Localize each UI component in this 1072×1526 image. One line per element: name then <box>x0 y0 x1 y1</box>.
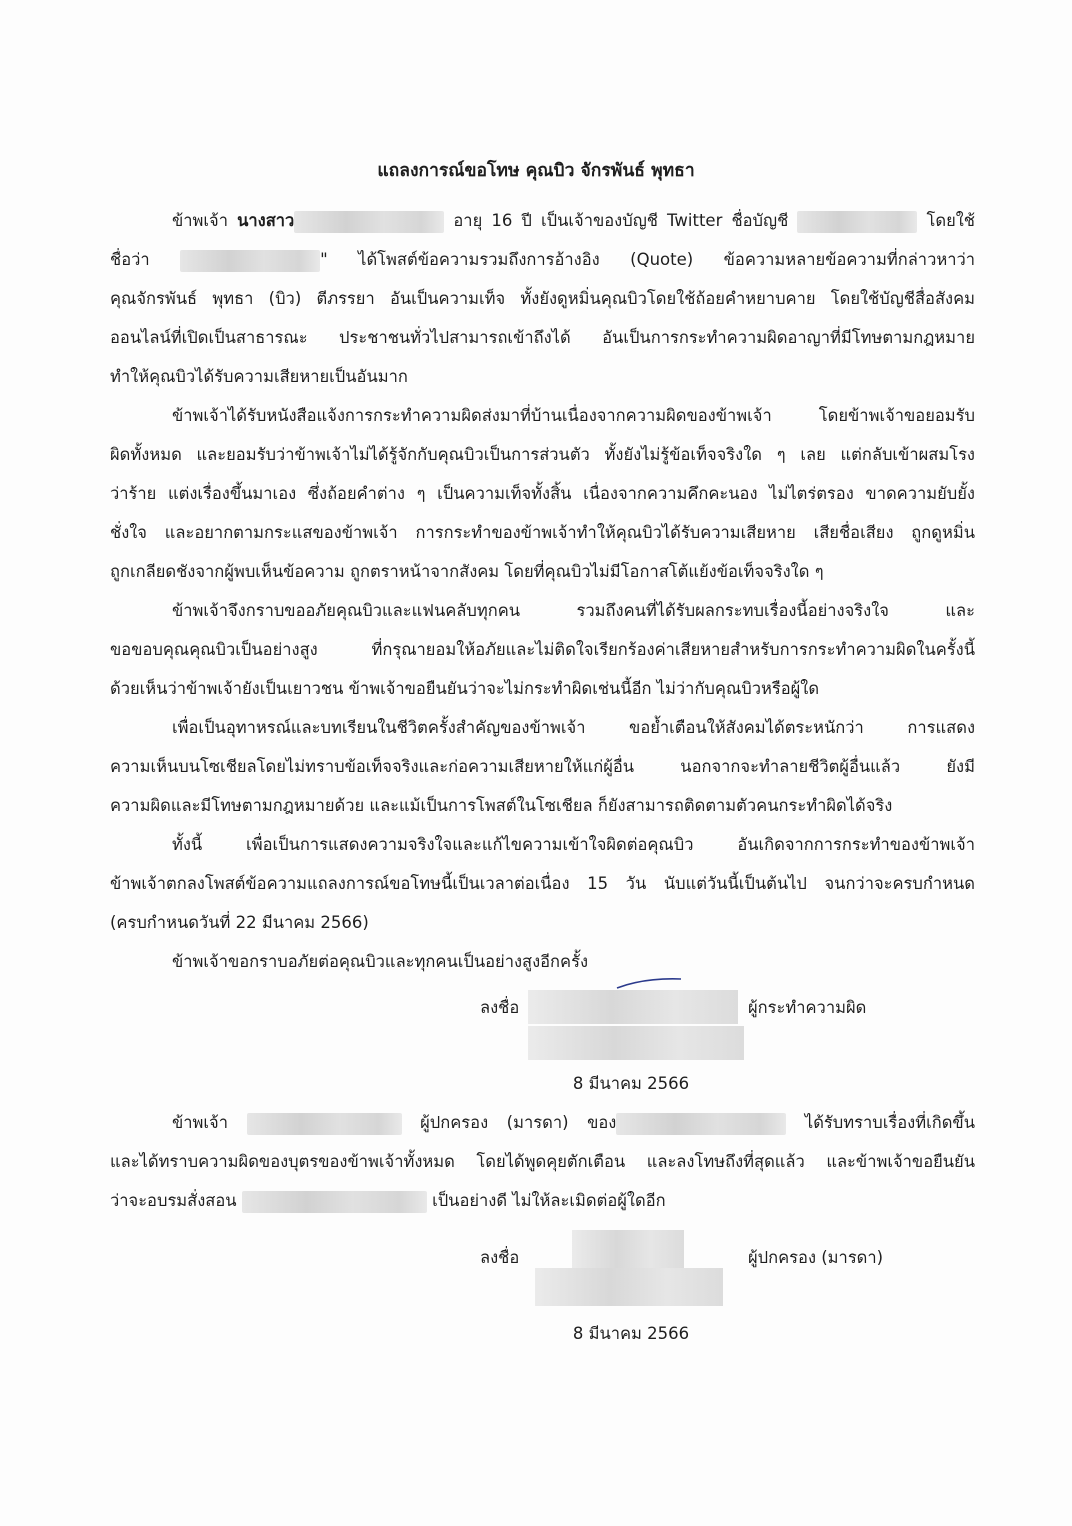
signature-stroke <box>615 975 685 991</box>
p2-line-5: ถูกเกลียดชังจากผู้พบเห็นข้อความ ถูกตราหน้าจากสังคม โดยที่คุณบิวไม่มีโอกาสโต้แย้งข้อเท็จจริงใด ๆ <box>110 562 824 581</box>
p3-line-1: ข้าพเจ้าจึงกราบขออภัยคุณบิวและแฟนคลับทุกคน รวมถึงคนที่ได้รับผลกระทบเรื่องนี้อย่างจริงใจ และ <box>172 601 975 620</box>
p5-line-2: ข้าพเจ้าตกลงโพสต์ข้อความแถลงการณ์ขอโทษนี้เป็นเวลาต่อเนื่อง 15 วัน นับแต่วันนี้เป็นต้นไป จนกว่าจะครบกำหนด <box>110 874 975 893</box>
p2-line-3: ว่าร้าย แต่งเรื่องขึ้นมาเอง ซึ่งถ้อยคำต่าง ๆ เป็นความเท็จทั้งสิ้น เนื่องจากความคึกคะนอง ไม่ไตร่ตรอง ขาดความยับยั้ง <box>110 484 975 503</box>
redacted-child-name <box>616 1113 786 1135</box>
sig2-role: ผู้ปกครอง (มารดา) <box>748 1248 884 1267</box>
p2-line-4: ชั่งใจ และอยากตามกระแสของข้าพเจ้า การกระทำของข้าพเจ้าทำให้คุณบิวได้รับความเสียหาย เสียชื่อเสียง ถูกดูหมิ่น <box>110 523 975 542</box>
p7-line-2: และได้ทราบความผิดของบุตรของข้าพเจ้าทั้งหมด โดยได้พูดคุยตักเตือน และลงโทษถึงที่สุดแล้ว และข้าพเจ้าขอยืนยัน <box>110 1152 975 1171</box>
p1-line-4: ออนไลน์ที่เปิดเป็นสาธารณะ ประชาชนทั่วไปสามารถเข้าถึงได้ อันเป็นการกระทำความผิดอาญาที่มีโทษตามกฎหมาย <box>110 328 975 347</box>
redacted-name <box>294 211 444 233</box>
p5-line-1: ทั้งนี้ เพื่อเป็นการแสดงความจริงใจและแก้ไขความเข้าใจผิดต่อคุณบิว อันเกิดจากการกระทำของข้าพเจ้า <box>172 835 975 854</box>
sig2-label: ลงชื่อ <box>480 1248 520 1267</box>
p5-line-3: (ครบกำหนดวันที่ 22 มีนาคม 2566) <box>110 913 369 932</box>
p3-line-3: ด้วยเห็นว่าข้าพเจ้ายังเป็นเยาวชน ข้าพเจ้าขอยืนยันว่าจะไม่กระทำผิดเช่นนี้อีก ไม่ว่ากับคุณบิวหรือผู้ใด <box>110 679 820 698</box>
redacted-account <box>797 211 917 233</box>
p4-line-2: ความเห็นบนโซเชียลโดยไม่ทราบข้อเท็จจริงและก่อความเสียหายให้แก่ผู้อื่น นอกจากจะทำลายชีวิตผู้อื่นแล้ว ยังมี <box>110 757 975 776</box>
sig1-date: 8 มีนาคม 2566 <box>572 1074 690 1093</box>
p2-line-1: ข้าพเจ้าได้รับหนังสือแจ้งการกระทำความผิดส่งมาที่บ้านเนื่องจากความผิดของข้าพเจ้า โดยข้าพเจ้าขอยอมรับ <box>172 406 975 425</box>
sig1-role: ผู้กระทำความผิด <box>748 998 867 1017</box>
p7-line-1: ข้าพเจ้า ผู้ปกครอง (มารดา) ของ ได้รับทราบเรื่องที่เกิดขึ้น <box>172 1105 975 1141</box>
sig1-label: ลงชื่อ <box>480 998 520 1017</box>
redacted-display-name <box>180 250 320 272</box>
p1-line-1: ข้าพเจ้า นางสาว อายุ 16 ปี เป็นเจ้าของบัญชี Twitter ชื่อบัญชี โดยใช้ <box>172 203 975 239</box>
p1-line-3: คุณจักรพันธ์ พุทธา (บิว) ตีภรรยา อันเป็นความเท็จ ทั้งยังดูหมิ่นคุณบิวโดยใช้ถ้อยคำหยาบคาย โดยใช้บัญชีสื่อสังคม <box>110 289 975 308</box>
p7-line-3: ว่าจะอบรมสั่งสอน เป็นอย่างดี ไม่ให้ละเมิดต่อผู้ใดอีก <box>110 1183 666 1219</box>
p1-line-2: ชื่อว่า " ได้โพสต์ข้อความรวมถึงการอ้างอิง (Quote) ข้อความหลายข้อความที่กล่าวหาว่า <box>110 242 975 278</box>
p1-line-5: ทำให้คุณบิวได้รับความเสียหายเป็นอันมาก <box>110 367 408 386</box>
redacted-guardian-name <box>247 1113 402 1135</box>
redacted-signer-signature <box>528 990 738 1024</box>
redacted-signer-name <box>528 1026 744 1060</box>
p6-line: ข้าพเจ้าขอกราบอภัยต่อคุณบิวและทุกคนเป็นอย่างสูงอีกครั้ง <box>172 952 589 971</box>
redacted-guardian-signature <box>572 1230 684 1272</box>
p4-line-1: เพื่อเป็นอุทาหรณ์และบทเรียนในชีวิตครั้งสำคัญของข้าพเจ้า ขอย้ำเตือนให้สังคมได้ตระหนักว่า การแสดง <box>172 718 975 737</box>
p2-line-2: ผิดทั้งหมด และยอมรับว่าข้าพเจ้าไม่ได้รู้จักกับคุณบิวเป็นการส่วนตัว ทั้งยังไม่รู้ข้อเท็จจริงใด ๆ เลย แต่กลับเข้าผสมโรง <box>110 445 975 464</box>
redacted-child-name-2 <box>242 1191 427 1213</box>
p4-line-3: ความผิดและมีโทษตามกฎหมายด้วย และแม้เป็นการโพสต์ในโซเชียล ก็ยังสามารถติดตามตัวคนกระทำผิดได้จริง <box>110 796 893 815</box>
document-title: แถลงการณ์ขอโทษ คุณบิว จักรพันธ์ พุทธา <box>377 161 695 181</box>
sig2-date: 8 มีนาคม 2566 <box>572 1324 690 1343</box>
redacted-guardian-printed-name <box>535 1268 723 1306</box>
p3-line-2: ขอขอบคุณคุณบิวเป็นอย่างสูง ที่กรุณายอมให้อภัยและไม่ติดใจเรียกร้องค่าเสียหายสำหรับการกระทำความผิดในครั้งนี้ <box>110 640 975 659</box>
